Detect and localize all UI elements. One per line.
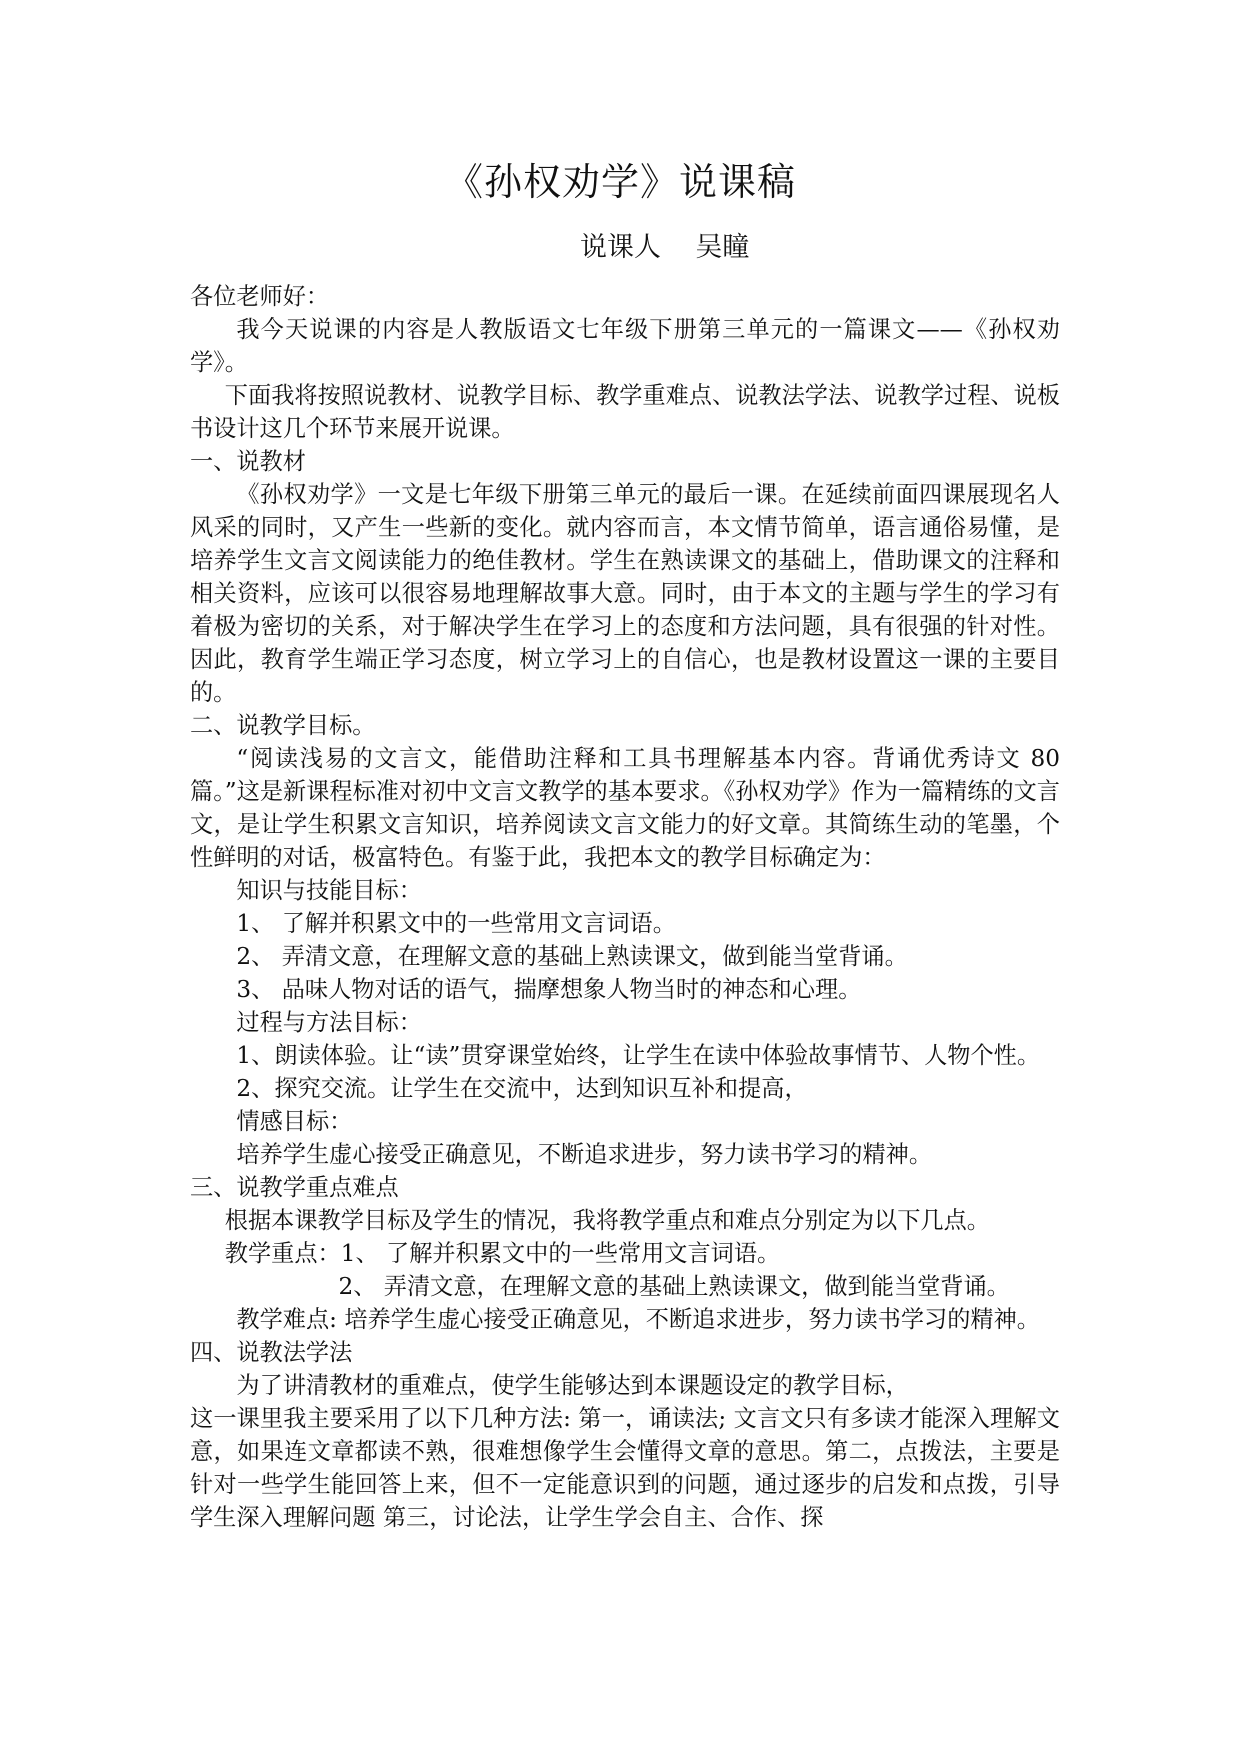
emotion-item: 培养学生虚心接受正确意见，不断追求进步，努力读书学习的精神。 <box>236 1141 933 1168</box>
knowledge-item-3: 3、 品味人物对话的语气，揣摩想象人物当时的神态和心理。 <box>236 976 862 1003</box>
textbook-paragraph: 《孙权劝学》一文是七年级下册第三单元的最后一课。在延续前面四课展现名人风采的同时，又产生一些新的变化。就内容而言，本文情节简单，语言通俗易懂，是培养学生文言文阅读能力的绝佳教材。学生在熟读课文的基础上，借助课文的注释和相关资料，应该可以很容易地理解故事大意。同时，由于本文的主题与学生的学习有着极为密切的关系，对于解决学生在学习上的态度和方法问题，具有很强的针对性。因此，教育学生端正学习态度，树立学习上的自信心，也是教材设置这一课的主要目的。 <box>190 481 1060 706</box>
methods-paragraph: 这一课里我主要采用了以下几种方法: 第一，诵读法; 文言文只有多读才能深入理解文意，如果连文章都读不熟，很难想像学生会懂得文章的意思。第二，点拨法，主要是针对一些学生能回答上来，但不一定能意识到的问题，通过逐步的启发和点拨，引导学生深入理解问题 第三，讨论法，让学生学会自主、合作、探 <box>190 1405 1060 1531</box>
greeting: 各位老师好： <box>190 283 330 310</box>
key-point-1: 教学重点：1、 了解并积累文中的一些常用文言词语。 <box>224 1240 781 1267</box>
knowledge-item-1: 1、 了解并积累文中的一些常用文言词语。 <box>236 910 676 937</box>
section-heading-textbook: 一、说教材 <box>190 448 306 475</box>
document-title: 《孙权劝学》说课稿 <box>444 160 796 204</box>
document-body <box>190 280 1060 1534</box>
knowledge-skill-heading: 知识与技能目标： <box>236 877 422 904</box>
key-point-2: 2、 弄清文意，在理解文意的基础上熟读课文，做到能当堂背诵。 <box>338 1273 1010 1300</box>
difficulty-paragraph: 教学难点: 培养学生虚心接受正确意见，不断追求进步，努力读书学习的精神。 <box>236 1306 1040 1333</box>
methods-intro: 为了讲清教材的重难点，使学生能够达到本课题设定的教学目标， <box>236 1372 909 1399</box>
objectives-paragraph: “阅读浅易的文言文，能借助注释和工具书理解基本内容。背诵优秀诗文 80 篇。”这是新课程标准对初中文言文教学的基本要求。《孙权劝学》作为一篇精练的文言文，是让学生积累文言知识，培养阅读文言文能力的好文章。其简练生动的笔墨，个性鲜明的对话，极富特色。有鉴于此，我把本文的教学目标确定为： <box>190 745 1060 871</box>
process-item-2: 2、探究交流。让学生在交流中，达到知识互补和提高， <box>236 1075 808 1102</box>
emotion-heading: 情感目标： <box>236 1108 353 1135</box>
section-heading-key-points: 三、说教学重点难点 <box>190 1174 399 1201</box>
outline-paragraph: 下面我将按照说教材、说教学目标、教学重难点、说教法学法、说教学过程、说板书设计这几个环节来展开说课。 <box>190 382 1060 442</box>
section-heading-methods: 四、说教法学法 <box>190 1339 353 1366</box>
section-heading-objectives: 二、说教学目标。 <box>190 712 376 739</box>
knowledge-item-2: 2、 弄清文意，在理解文意的基础上熟读课文，做到能当堂背诵。 <box>236 943 908 970</box>
author-line: 说课人 吴瞳 <box>580 232 750 263</box>
process-method-heading: 过程与方法目标： <box>236 1009 422 1036</box>
intro-paragraph: 我今天说课的内容是人教版语文七年级下册第三单元的一篇课文——《孙权劝学》。 <box>190 316 1060 376</box>
process-item-1: 1、朗读体验。让“读”贯穿课堂始终，让学生在读中体验故事情节、人物个性。 <box>236 1042 1041 1069</box>
key-points-intro: 根据本课教学目标及学生的情况，我将教学重点和难点分别定为以下几点。 <box>224 1207 990 1234</box>
